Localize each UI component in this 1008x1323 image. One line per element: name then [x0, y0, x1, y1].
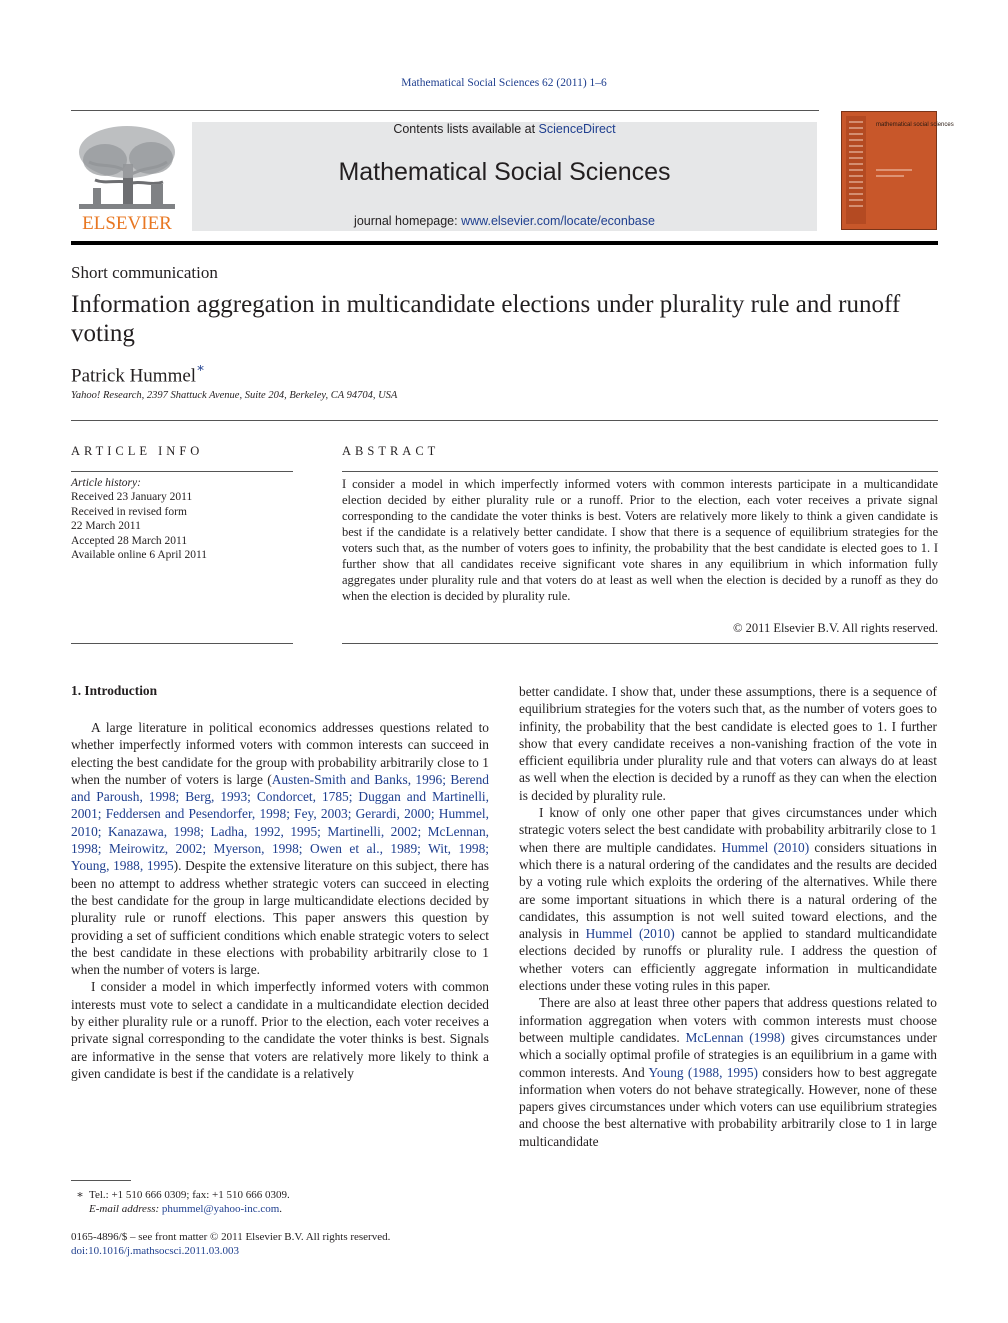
intro-paragraph-1	[71, 719, 489, 978]
citation-list-link[interactable]: Austen-Smith and Banks, 1996; Berend and Paroush, 1998; Berg, 1993; Condorcet, 1785; Duggan and Martinelli, 2001; Feddersen and Pesendorfer, 1998; Fey, 2003; Gerardi, 2000; Hummel, 2010; Kanazawa, 1998; Ladha, 1992, 1995; Martinelli, 2002; McLennan, 1998; Meirowitz, 2002; Myerson, 1998; Owen et al., 1989; Wit, 1998; Young, 1988, 1995	[71, 771, 489, 874]
author-footnote-mark[interactable]: ∗	[196, 360, 205, 375]
elsevier-tree-icon	[71, 122, 183, 234]
history-revised-date: 22 March 2011	[71, 520, 141, 533]
author-line	[71, 362, 205, 387]
header-rule	[71, 110, 819, 111]
journal-cover-image	[841, 111, 954, 230]
author-name: Patrick Hummel	[71, 365, 197, 387]
footnote-email-line	[71, 1202, 489, 1216]
abstract-copyright: © 2011 Elsevier B.V. All rights reserved.	[733, 621, 938, 635]
issn-block	[71, 1230, 489, 1258]
history-online: Available online 6 April 2011	[71, 549, 208, 562]
journal-citation[interactable]: Mathematical Social Sciences 62 (2011) 1–6	[401, 77, 607, 89]
intro-p4-text-c: considers how to best aggregate information when voters do not behave strategically. However, none of these papers gives circumstances under which voters can use equilibrium strategies and choose the best alternative with probability arbitrarily close to 1 in large multicandidate	[519, 1064, 937, 1149]
abstract-rule-bottom	[342, 643, 938, 644]
abstract-rule-top	[342, 471, 938, 472]
author-affiliation: Yahoo! Research, 2397 Shattuck Avenue, Suite 204, Berkeley, CA 94704, USA	[71, 390, 398, 401]
article-history	[71, 476, 293, 562]
citation-hummel-2010-link-2[interactable]: Hummel (2010)	[585, 926, 675, 942]
history-revised: Received in revised form	[71, 505, 187, 518]
homepage-prefix: journal homepage:	[354, 214, 462, 228]
history-label: Article history:	[71, 477, 141, 489]
intro-paragraph-4	[519, 994, 937, 1150]
abstract-heading: ABSTRACT	[342, 444, 440, 458]
footnote-email-label: E-mail address:	[89, 1203, 162, 1215]
body-column-left	[71, 719, 489, 1082]
issn-line: 0165-4896/$ – see front matter © 2011 Elsevier B.V. All rights reserved.	[71, 1231, 391, 1243]
article-info-rule-top	[71, 471, 293, 472]
intro-p1-text-a: A large literature in political economics addresses questions related to whether imperfectly informed voters with common interests can succeed in electing the best candidate for the group with probability arbitrarily close to 1 when the number of voters is large (	[71, 720, 489, 787]
footnote-tel: Tel.: +1 510 666 0309; fax: +1 510 666 0309.	[89, 1189, 290, 1201]
author-footnote	[71, 1188, 489, 1216]
intro-p4-text-a: There are also at least three other papers that address questions related to information aggregation when voters with common interests must choose between multiple candidates.	[519, 995, 937, 1045]
intro-paragraph-2: I consider a model in which imperfectly informed voters with common interests must vote to select a candidate in a multicandidate election decided by either plurality rule or a runoff. Prior to the election, each voter receives a private signal corresponding to the candidate the voter thinks is best. Signals are informative in the sense that voters are relatively more likely to think a given candidate is best if the candidate is a relatively	[71, 979, 489, 1081]
history-received: Received 23 January 2011	[71, 491, 193, 504]
article-info-rule-bottom	[71, 643, 293, 644]
homepage-link[interactable]: www.elsevier.com/locate/econbase	[461, 214, 655, 228]
intro-p3-text-b: considers situations in which there is a natural ordering of the candidates and the results are decided by a voting rule which exploits the ordering of the alternatives. While there are some important situations in which there is a natural ordering of the candidates, this assumption is not well suited toward elections, and the analysis in	[519, 839, 937, 942]
abstract-text: I consider a model in which imperfectly informed voters with common interests participate in a multicandidate election decided by either plurality rule or a runoff. Prior to the election, each voter receives a private signal corresponding to the candidate the voter thinks is best. Voters are relatively more likely to think a given candidate is best if the candidate is a relatively better candidate. I show that there is a sequence of equilibrium strategies for the voters such that, as the number of voters goes to infinity, the probability that the best candidate is elected goes to 1. I further show that all candidates receive significant vote shares in any equilibrium in which information fully aggregates under plurality rule and that voters do at least as well when the election is decided by a runoff as they do when the election is decided by plurality rule.	[342, 477, 938, 603]
journal-title: Mathematical Social Sciences	[338, 158, 671, 186]
sciencedirect-link[interactable]: ScienceDirect	[538, 122, 616, 136]
intro-p3-text-a: I know of only one other paper that gives circumstances under which strategic voters select the best candidate with probability arbitrarily close to 1 when there are multiple candidates.	[519, 805, 937, 855]
elsevier-wordmark: ELSEVIER	[82, 213, 172, 234]
body-column-right	[519, 683, 937, 1150]
article-type: Short communication	[71, 263, 218, 282]
footnote-email-end: .	[279, 1203, 283, 1215]
author-email-link[interactable]: phummel@yahoo-inc.com	[161, 1203, 280, 1215]
elsevier-logo	[71, 122, 183, 234]
contents-prefix: Contents lists available at	[393, 122, 539, 136]
intro-paragraph-3	[519, 804, 937, 994]
doi-link[interactable]: doi:10.1016/j.mathsocsci.2011.03.003	[71, 1245, 239, 1257]
section-heading-introduction: 1. Introduction	[71, 683, 158, 698]
cover-title-text: mathematical social sciences	[876, 122, 954, 128]
intro-p4-text-b: gives circumstances under which a socially optimal profile of strategies is an equilibrium in a game with common interests. And	[519, 1029, 937, 1080]
intro-p3-text-c: cannot be applied to standard multicandidate elections decided by runoffs or plurality rule. I address the question of whether voters can efficiently aggregate information in multicandidate elections under these voting rules in this paper.	[519, 926, 937, 994]
article-info-heading: ARTICLE INFO	[71, 444, 204, 458]
citation-young-link[interactable]: Young (1988, 1995)	[648, 1064, 758, 1080]
citation-mclennan-1998-link[interactable]: McLennan (1998)	[685, 1029, 785, 1045]
history-accepted: Accepted 28 March 2011	[71, 534, 188, 547]
journal-homepage	[192, 214, 817, 228]
header-thick-rule	[71, 241, 938, 245]
intro-paragraph-2-continued: better candidate. I show that, under these assumptions, there is a sequence of equilibrium strategies for the voters such that, as the number of voters goes to infinity, the probability that the best candidate is elected goes to 1. I further show that every candidate receives a non-vanishing fraction of the vote in efficient equilibria under plurality rule and that voters can always do at least as well when the election is decided by a runoff as they can when the election is decided by plurality rule.	[519, 684, 937, 803]
affiliation-rule	[71, 420, 938, 421]
article-title: Information aggregation in multicandidate elections under plurality rule and runoff voting	[71, 291, 901, 347]
footnote-rule	[71, 1180, 131, 1181]
footnote-mark: ∗	[76, 1189, 84, 1201]
contents-line	[192, 122, 817, 136]
intro-p1-text-b: ). Despite the extensive literature on this subject, there has been no attempt to address whether strategic voters can succeed in electing the best candidate for the group in large multicandidate elections decided by plurality rule or runoff elections. This paper answers this question by providing a set of sufficient conditions which enable strategic voters to select the best candidate in these elections with probability arbitrarily close to 1 when the number of voters is large.	[71, 858, 489, 978]
footnote-tel-line	[71, 1188, 489, 1202]
citation-hummel-2010-link[interactable]: Hummel (2010)	[721, 839, 810, 855]
